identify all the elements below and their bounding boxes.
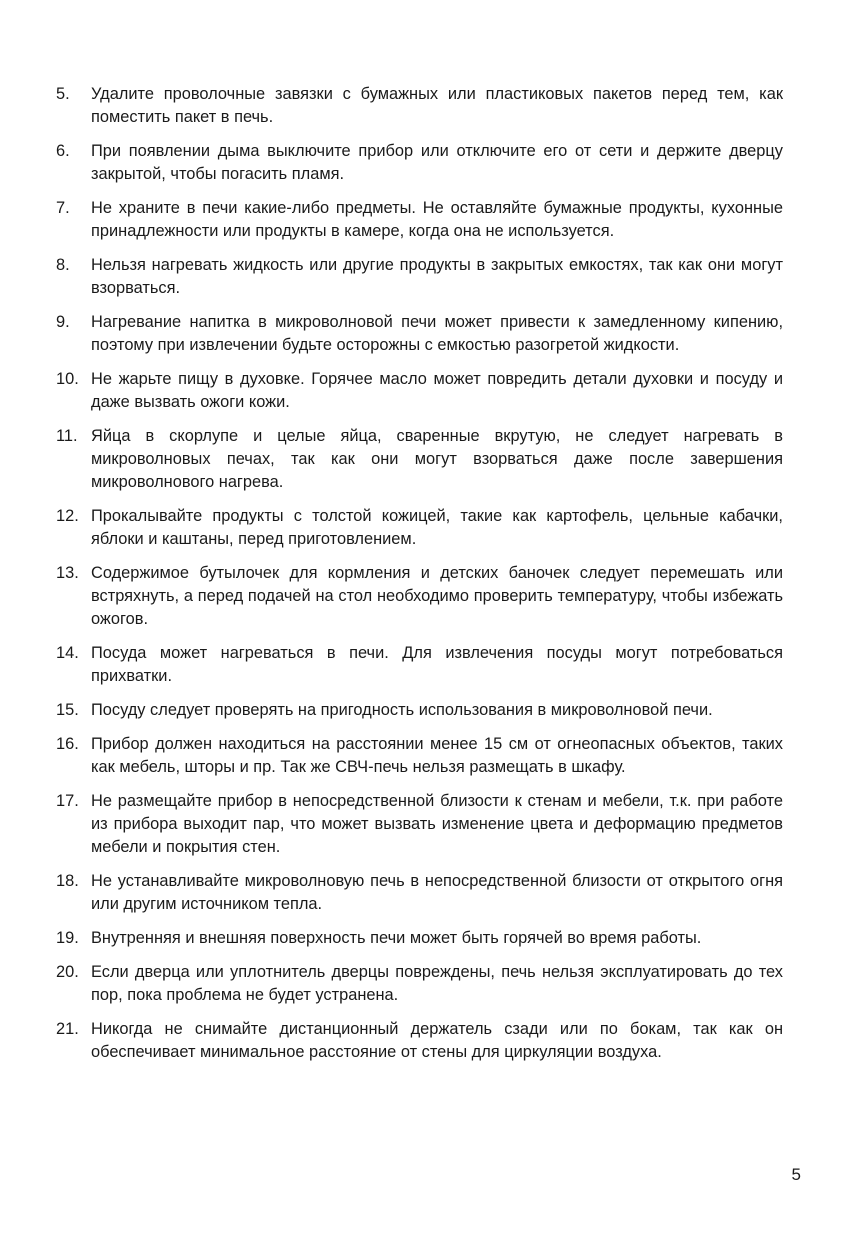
item-text: Прибор должен находиться на расстоянии менее 15 см от огнеопасных объектов, таких как мебель, шторы и пр. Так же СВЧ-печь нельзя размещать в шкафу. [91,735,783,776]
item-number: 15. [56,701,79,719]
list-item [56,1018,783,1064]
item-number: 11. [56,427,78,445]
item-text: Посуду следует проверять на пригодность использования в микроволновой печи. [91,701,713,719]
item-number: 9. [56,313,70,331]
list-item [56,562,783,631]
list-item [56,790,783,859]
item-number: 14. [56,644,79,662]
item-number: 7. [56,199,70,217]
list-item [56,425,783,494]
item-text: Никогда не снимайте дистанционный держатель сзади или по бокам, так как он обеспечивает минимальное расстояние от стены для циркуляции воздуха. [91,1020,783,1061]
list-item [56,311,783,357]
item-text: Не жарьте пищу в духовке. Горячее масло может повредить детали духовки и посуду и даже вызвать ожоги кожи. [91,370,783,411]
list-item [56,733,783,779]
list-item [56,961,783,1007]
item-number: 20. [56,963,79,981]
list-item [56,699,783,722]
item-text: Не храните в печи какие-либо предметы. Не оставляйте бумажные продукты, кухонные принадлежности или продукты в камере, когда она не используется. [91,199,783,240]
list-item [56,870,783,916]
list-item [56,368,783,414]
item-number: 8. [56,256,70,274]
item-text: Удалите проволочные завязки с бумажных или пластиковых пакетов перед тем, как поместить пакет в печь. [91,85,783,126]
item-number: 12. [56,507,79,525]
page-number: 5 [791,1165,801,1184]
item-number: 6. [56,142,70,160]
item-text: Не устанавливайте микроволновую печь в непосредственной близости от открытого огня или другим источником тепла. [91,872,783,913]
item-text: Яйца в скорлупе и целые яйца, сваренные вкрутую, не следует нагревать в микроволновых печах, так как они могут взорваться даже после завершения микроволнового нагрева. [91,427,783,491]
item-text: Нагревание напитка в микроволновой печи может привести к замедленному кипению, поэтому при извлечении будьте осторожны с емкостью разогретой жидкости. [91,313,783,354]
item-number: 18. [56,872,79,890]
item-text: Если дверца или уплотнитель дверцы повреждены, печь нельзя эксплуатировать до тех пор, пока проблема не будет устранена. [91,963,783,1004]
list-item [56,254,783,300]
item-text: Нельзя нагревать жидкость или другие продукты в закрытых емкостях, так как они могут взорваться. [91,256,783,297]
item-number: 10. [56,370,79,388]
list-item [56,140,783,186]
item-text: Внутренняя и внешняя поверхность печи может быть горячей во время работы. [91,929,702,947]
item-number: 13. [56,564,79,582]
list-item [56,505,783,551]
list-item [56,197,783,243]
list-item [56,83,783,129]
item-text: Посуда может нагреваться в печи. Для извлечения посуды могут потребоваться прихватки. [91,644,783,685]
list-item [56,642,783,688]
safety-instructions-list [56,83,783,1075]
item-number: 17. [56,792,79,810]
item-text: Содержимое бутылочек для кормления и детских баночек следует перемешать или встряхнуть, а перед подачей на стол необходимо проверить температуру, чтобы избежать ожогов. [91,564,783,628]
item-number: 19. [56,929,79,947]
item-number: 16. [56,735,79,753]
item-text: Не размещайте прибор в непосредственной близости к стенам и мебели, т.к. при работе из прибора выходит пар, что может вызвать изменение цвета и деформацию предметов мебели и покрытия стен. [91,792,783,856]
item-number: 5. [56,85,70,103]
item-text: Прокалывайте продукты с толстой кожицей, такие как картофель, цельные кабачки, яблоки и каштаны, перед приготовлением. [91,507,783,548]
item-text: При появлении дыма выключите прибор или отключите его от сети и держите дверцу закрытой, чтобы погасить пламя. [91,142,783,183]
item-number: 21. [56,1020,79,1038]
list-item [56,927,783,950]
